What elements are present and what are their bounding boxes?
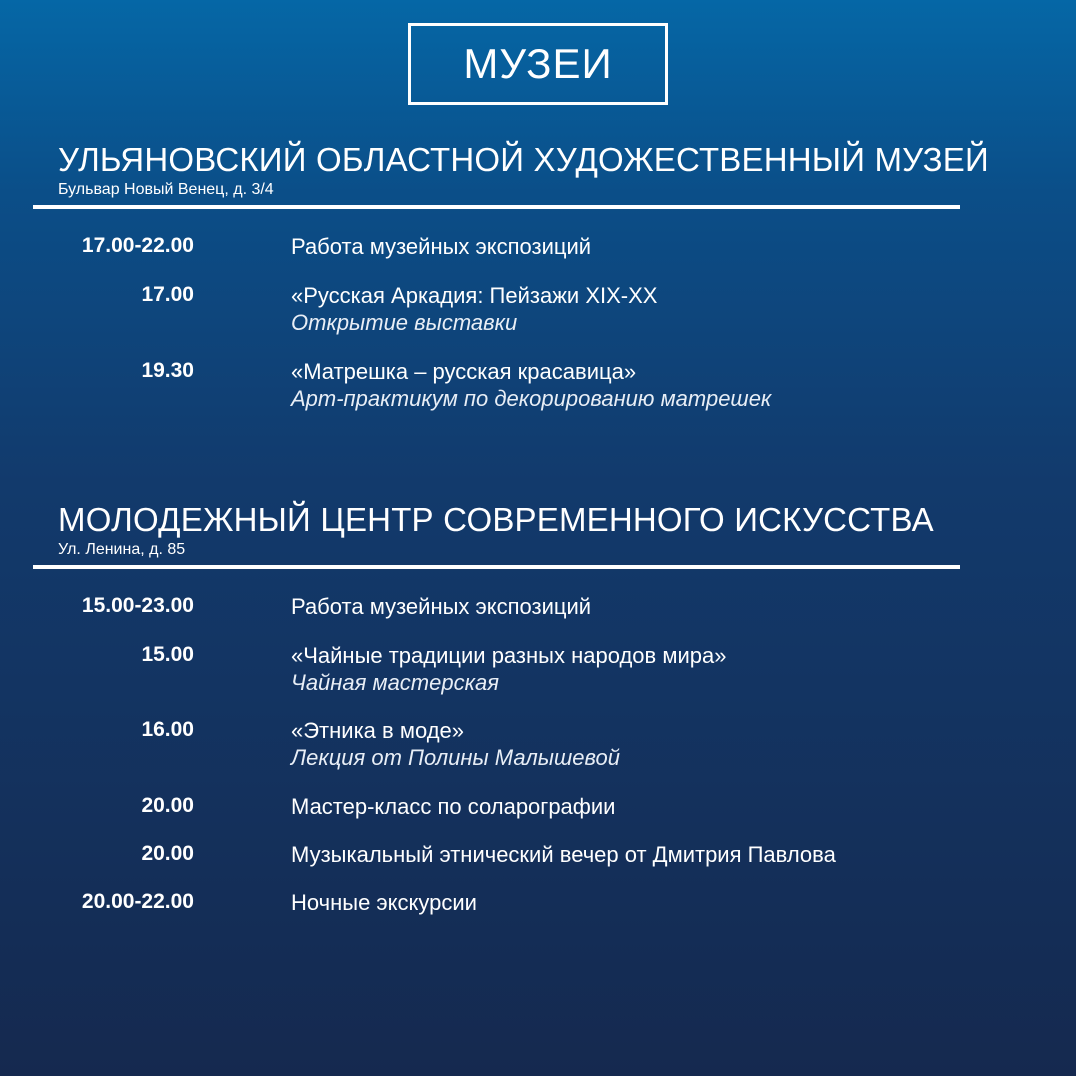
- event-time: 15.00-23.00: [81, 594, 194, 617]
- venue-address: Ул. Ленина, д. 85: [58, 541, 186, 558]
- venue-divider: [33, 565, 960, 569]
- event-title: «Матрешка – русская красавица»: [291, 359, 637, 384]
- event-title: Работа музейных экспозиций: [291, 594, 592, 619]
- event-title: Ночные экскурсии: [291, 890, 477, 915]
- event-time: 20.00-22.00: [81, 890, 194, 913]
- venue-name: УЛЬЯНОВСКИЙ ОБЛАСТНОЙ ХУДОЖЕСТВЕННЫЙ МУЗЕЙ: [58, 141, 989, 178]
- event-time: 17.00-22.00: [81, 234, 194, 257]
- event-subtitle: Лекция от Полины Малышевой: [291, 745, 620, 770]
- event-title: «Этника в моде»: [291, 718, 465, 743]
- venue-address: Бульвар Новый Венец, д. 3/4: [58, 181, 274, 198]
- event-title: Работа музейных экспозиций: [291, 234, 592, 259]
- event-time: 16.00: [141, 718, 194, 741]
- event-title: «Русская Аркадия: Пейзажи XIX-XX: [291, 283, 658, 308]
- event-subtitle: Арт-практикум по декорированию матрешек: [291, 386, 772, 411]
- event-time: 15.00: [141, 643, 194, 666]
- page-title: МУЗЕИ: [408, 23, 668, 105]
- event-title: «Чайные традиции разных народов мира»: [291, 643, 727, 668]
- event-subtitle: Чайная мастерская: [291, 670, 499, 695]
- event-time: 20.00: [141, 794, 194, 817]
- event-time: 19.30: [141, 359, 194, 382]
- venue-name: МОЛОДЕЖНЫЙ ЦЕНТР СОВРЕМЕННОГО ИСКУССТВА: [58, 501, 934, 538]
- event-time: 17.00: [141, 283, 194, 306]
- venue-divider: [33, 205, 960, 209]
- event-title: Мастер-класс по соларографии: [291, 794, 616, 819]
- event-time: 20.00: [141, 842, 194, 865]
- event-subtitle: Открытие выставки: [291, 310, 518, 335]
- event-title: Музыкальный этнический вечер от Дмитрия Павлова: [291, 842, 836, 867]
